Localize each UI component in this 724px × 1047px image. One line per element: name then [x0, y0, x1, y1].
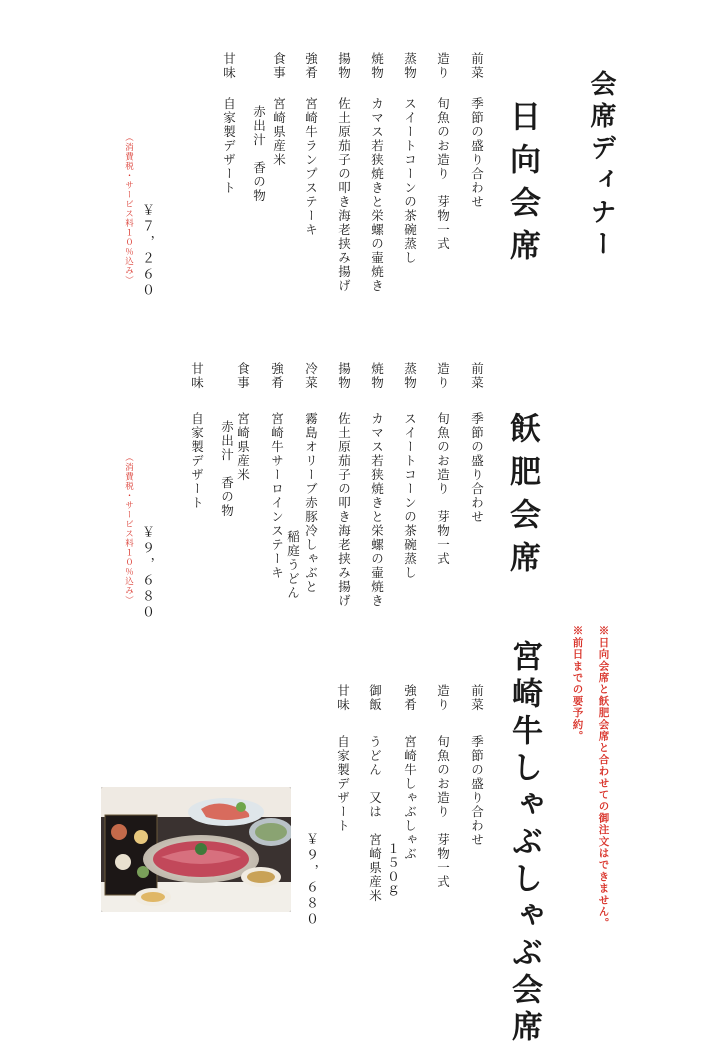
menu-item: カマス若狭焼きと栄螺の壷焼き	[369, 412, 385, 608]
course-title: 飫肥会席	[504, 412, 540, 584]
category-label: 焼物	[369, 362, 385, 390]
category-label: 蒸物	[402, 362, 418, 390]
menu-item: うどん 又は 宮崎県産米	[367, 735, 383, 903]
category-label: 前菜	[469, 52, 485, 80]
menu-item: 佐土原茄子の叩き海老挟み揚げ	[336, 412, 352, 608]
category-label: 前菜	[469, 684, 485, 712]
category-label: 揚物	[336, 52, 352, 80]
menu-item: 宮崎牛しゃぶしゃぶ	[402, 735, 418, 861]
category-label: 甘味	[189, 362, 205, 390]
menu-item: 宮崎牛サーロインステーキ	[269, 412, 285, 580]
menu-item: １５０ｇ	[385, 842, 401, 898]
menu-item: 季節の盛り合わせ	[469, 97, 485, 209]
food-illustration	[101, 787, 291, 912]
menu-item: 自家製デザート	[189, 412, 205, 510]
menu-item: 季節の盛り合わせ	[469, 735, 485, 847]
course-title: 日向会席	[504, 100, 540, 272]
menu-item: 霧島オリーブ赤豚冷しゃぶと	[303, 412, 319, 594]
reservation-note: ※前日までの要予約。	[571, 625, 584, 742]
tax-note: （消費税・サービス料１０％込み）	[123, 133, 134, 285]
category-label: 焼物	[369, 52, 385, 80]
price: ￥９，６８０	[303, 832, 318, 928]
tax-note: （消費税・サービス料１０％込み）	[123, 453, 134, 605]
reservation-note: ※日向会席と飫肥会席と合わせての御注文はできません。	[597, 625, 610, 930]
menu-item: 宮崎牛ランプステーキ	[303, 97, 319, 237]
category-label: 造り	[435, 362, 451, 390]
category-label: 御飯	[367, 684, 383, 712]
menu-item: 宮崎県産米	[235, 412, 251, 482]
menu-item: スイートコーンの茶碗蒸し	[402, 97, 418, 265]
price: ￥９，６８０	[139, 525, 154, 621]
category-label: 食事	[271, 52, 287, 80]
category-label: 強肴	[303, 52, 319, 80]
category-label: 造り	[435, 52, 451, 80]
category-label: 揚物	[336, 362, 352, 390]
menu-item: 旬魚のお造り 芽物一式	[435, 97, 451, 251]
menu-item: 旬魚のお造り 芽物一式	[435, 412, 451, 566]
category-label: 甘味	[335, 684, 351, 712]
menu-item: 佐土原茄子の叩き海老挟み揚げ	[336, 97, 352, 293]
category-label: 強肴	[269, 362, 285, 390]
category-label: 蒸物	[402, 52, 418, 80]
menu-item: 宮崎県産米	[271, 97, 287, 167]
menu-item: 赤出汁 香の物	[219, 420, 235, 518]
menu-item: カマス若狭焼きと栄螺の壷焼き	[369, 97, 385, 293]
menu-item: スイートコーンの茶碗蒸し	[402, 412, 418, 580]
course-title: 宮崎牛しゃぶしゃぶ会席	[506, 640, 542, 1047]
menu-item: 旬魚のお造り 芽物一式	[435, 735, 451, 889]
category-label: 甘味	[221, 52, 237, 80]
menu-item: 稲庭うどん	[285, 530, 301, 600]
category-label: 冷菜	[303, 362, 319, 390]
menu-item: 季節の盛り合わせ	[469, 412, 485, 524]
price: ￥７，２６０	[139, 203, 154, 299]
menu-item: 赤出汁 香の物	[251, 105, 267, 203]
category-label: 造り	[435, 684, 451, 712]
category-label: 食事	[235, 362, 251, 390]
shabu-shabu-photo	[101, 787, 291, 912]
category-label: 前菜	[469, 362, 485, 390]
menu-item: 自家製デザート	[335, 735, 351, 833]
category-label: 強肴	[402, 684, 418, 712]
menu-item: 自家製デザート	[221, 97, 237, 195]
page-title: 会席ディナー	[586, 70, 616, 262]
